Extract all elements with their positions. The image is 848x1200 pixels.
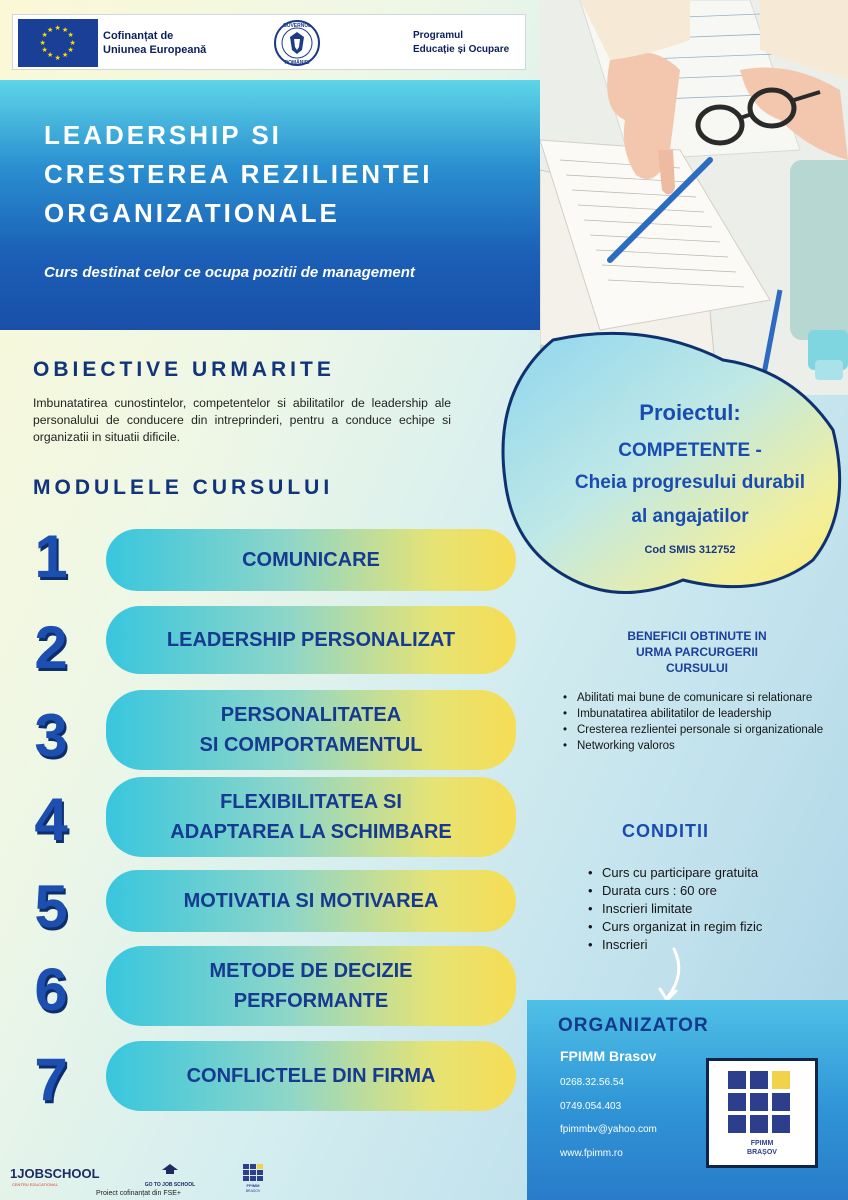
eu-text-line1: Cofinanțat de [103,30,174,42]
project-title-line3: Cheia progresului durabil [574,472,806,493]
project-blob-shape [493,330,848,610]
module-number-1: 1 [34,523,68,590]
module-label-7: CONFLICTELE DIN FIRMA [186,1065,436,1087]
benefits-list [563,690,838,754]
go-to-job-school-icon [162,1164,178,1174]
module-number-4: 4 [34,786,68,853]
module-label-4: FLEXIBILITATEA SI ADAPTAREA LA SCHIMBARE [170,791,452,843]
eu-star-icon: ★ [69,38,76,47]
module-number-5: 5 [34,873,68,940]
title-line1: LEADERSHIP SI [44,120,282,150]
footer-logos [0,1160,527,1200]
module-pill-4 [106,777,516,857]
organizer-phone2: 0749.054.403 [560,1101,622,1112]
eu-cofinancing-text [103,29,243,57]
fpimm-logo-grid-icon [709,1061,815,1165]
jobschool-logo: 1JOBSCHOOL [10,1166,100,1181]
eu-star-icon: ★ [62,51,69,60]
project-title-line2: COMPETENTE - [618,440,762,461]
fpimm-small-logo-sub: BRAȘOV [245,1189,261,1193]
modules-heading: MODULELE CURSULUI [33,476,334,499]
module-label-2: LEADERSHIP PERSONALIZAT [166,629,456,651]
module-pill-7 [106,1041,516,1111]
module-label-5: MOTIVATIA SI MOTIVAREA [183,890,439,912]
title-line3: ORGANIZATIONALE [44,198,340,228]
government-seal-icon [273,19,321,67]
footer-logo-strip [0,1160,527,1200]
module-label-6: METODE DE DECIZIE PERFORMANTE [209,960,413,1012]
fpimm-logo-text2: BRAȘOV [747,1149,777,1156]
benefit-item: • Imbunatatirea abilitatilor de leadership [563,706,838,722]
eu-star-icon: ★ [41,31,48,39]
benefit-item: • Abilitati mai bune de comunicare si relationare [563,690,838,706]
objectives-text: Imbunatatirea cunostintelor, competentelor si abilitatilor de leadership ale personalului de conducere din intreprinderi, pentru a conduce echipe si organizatii in situatii dificile. [33,396,451,444]
project-title-line1: Proiectul: [639,400,741,425]
eu-star-icon: ★ [67,31,74,39]
condition-item: • Inscrieri [588,936,838,954]
logo-grid-square [728,1071,746,1089]
condition-item: • Curs organizat in regim fizic [588,918,838,936]
fpimm-small-logo-text: FPIMM [246,1183,260,1188]
module-pill-5 [106,870,516,932]
logo-grid-square [728,1093,746,1111]
project-title-line4: al angajatilor [631,506,749,527]
fpimm-logo-text1: FPIMM [750,1140,774,1147]
program-line2: Educație și Ocupare [413,44,510,55]
go-to-job-school-logo: GO TO JOB SCHOOL [144,1182,196,1188]
eu-star-icon: ★ [47,25,54,34]
title-panel [0,80,540,330]
jobschool-logo-sub: CENTRU EDUCATIONAL [12,1182,58,1187]
program-line1: Programul [413,30,464,41]
logo-grid-square [750,1071,768,1089]
module-pill-6 [106,946,516,1026]
module-label-3: PERSONALITATEA SI COMPORTAMENTUL [199,704,423,756]
logo-grid-square [772,1115,790,1133]
organizer-website: www.fpimm.ro [560,1148,623,1159]
module-label-1: COMUNICARE [242,549,380,571]
seal-top-text: GUVERNUL [282,23,312,29]
eu-star-icon: ★ [54,53,61,62]
eu-flag-icon [18,19,98,67]
conditions-list [588,864,838,954]
eu-star-icon: ★ [39,38,46,47]
logo-grid-square [772,1093,790,1111]
module-number-7: 7 [34,1046,68,1113]
benefit-item: • Cresterea rezlientei personale si organizationale [563,722,838,738]
seal-bottom-text: ROMÂNIEI [284,60,310,66]
objectives-heading: OBIECTIVE URMARITE [33,358,335,381]
fpimm-small-logo-icon [243,1164,263,1181]
module-pill-2 [106,606,516,674]
logo-grid-square [750,1115,768,1133]
fpimm-logo [706,1058,818,1168]
module-pill-1 [106,529,516,591]
eu-star-icon: ★ [41,46,48,54]
title-line2: CRESTEREA REZILIENTEI [44,159,433,189]
module-number-2: 2 [34,614,68,681]
eu-text-line2: Uniunea Europeană [103,44,207,56]
logo-grid-square [728,1115,746,1133]
benefits-heading: BENEFICII OBTINUTE IN URMA PARCURGERII CURSULUI [627,629,767,675]
organizer-heading: ORGANIZATOR [558,1015,709,1036]
eu-star-icon: ★ [54,23,61,32]
eu-star-icon: ★ [67,46,74,54]
organizer-email: fpimmbv@yahoo.com [560,1124,657,1135]
title-subtitle: Curs destinat celor ce ocupa pozitii de management [44,264,415,281]
logo-grid-square [772,1071,790,1089]
benefit-item: • Networking valoros [563,738,838,754]
condition-item: • Curs cu participare gratuita [588,864,838,882]
funding-banner [12,14,526,70]
module-number-6: 6 [34,956,68,1023]
module-pill-3 [106,690,516,770]
program-text [413,29,533,57]
logo-grid-square [750,1093,768,1111]
conditions-heading: CONDITII [622,821,709,841]
organizer-phone1: 0268.32.56.54 [560,1077,624,1088]
curved-arrow-icon [648,945,688,1007]
condition-item: • Durata curs : 60 ore [588,882,838,900]
project-code: Cod SMIS 312752 [644,544,736,556]
footer-cofinancing-text: Proiect cofinanțat din FSE+ [96,1190,182,1197]
organizer-name: FPIMM Brasov [560,1048,657,1064]
condition-item: • Inscrieri limitate [588,900,838,918]
module-number-3: 3 [34,702,68,769]
eu-star-icon: ★ [47,51,54,60]
eu-star-icon: ★ [62,25,69,34]
